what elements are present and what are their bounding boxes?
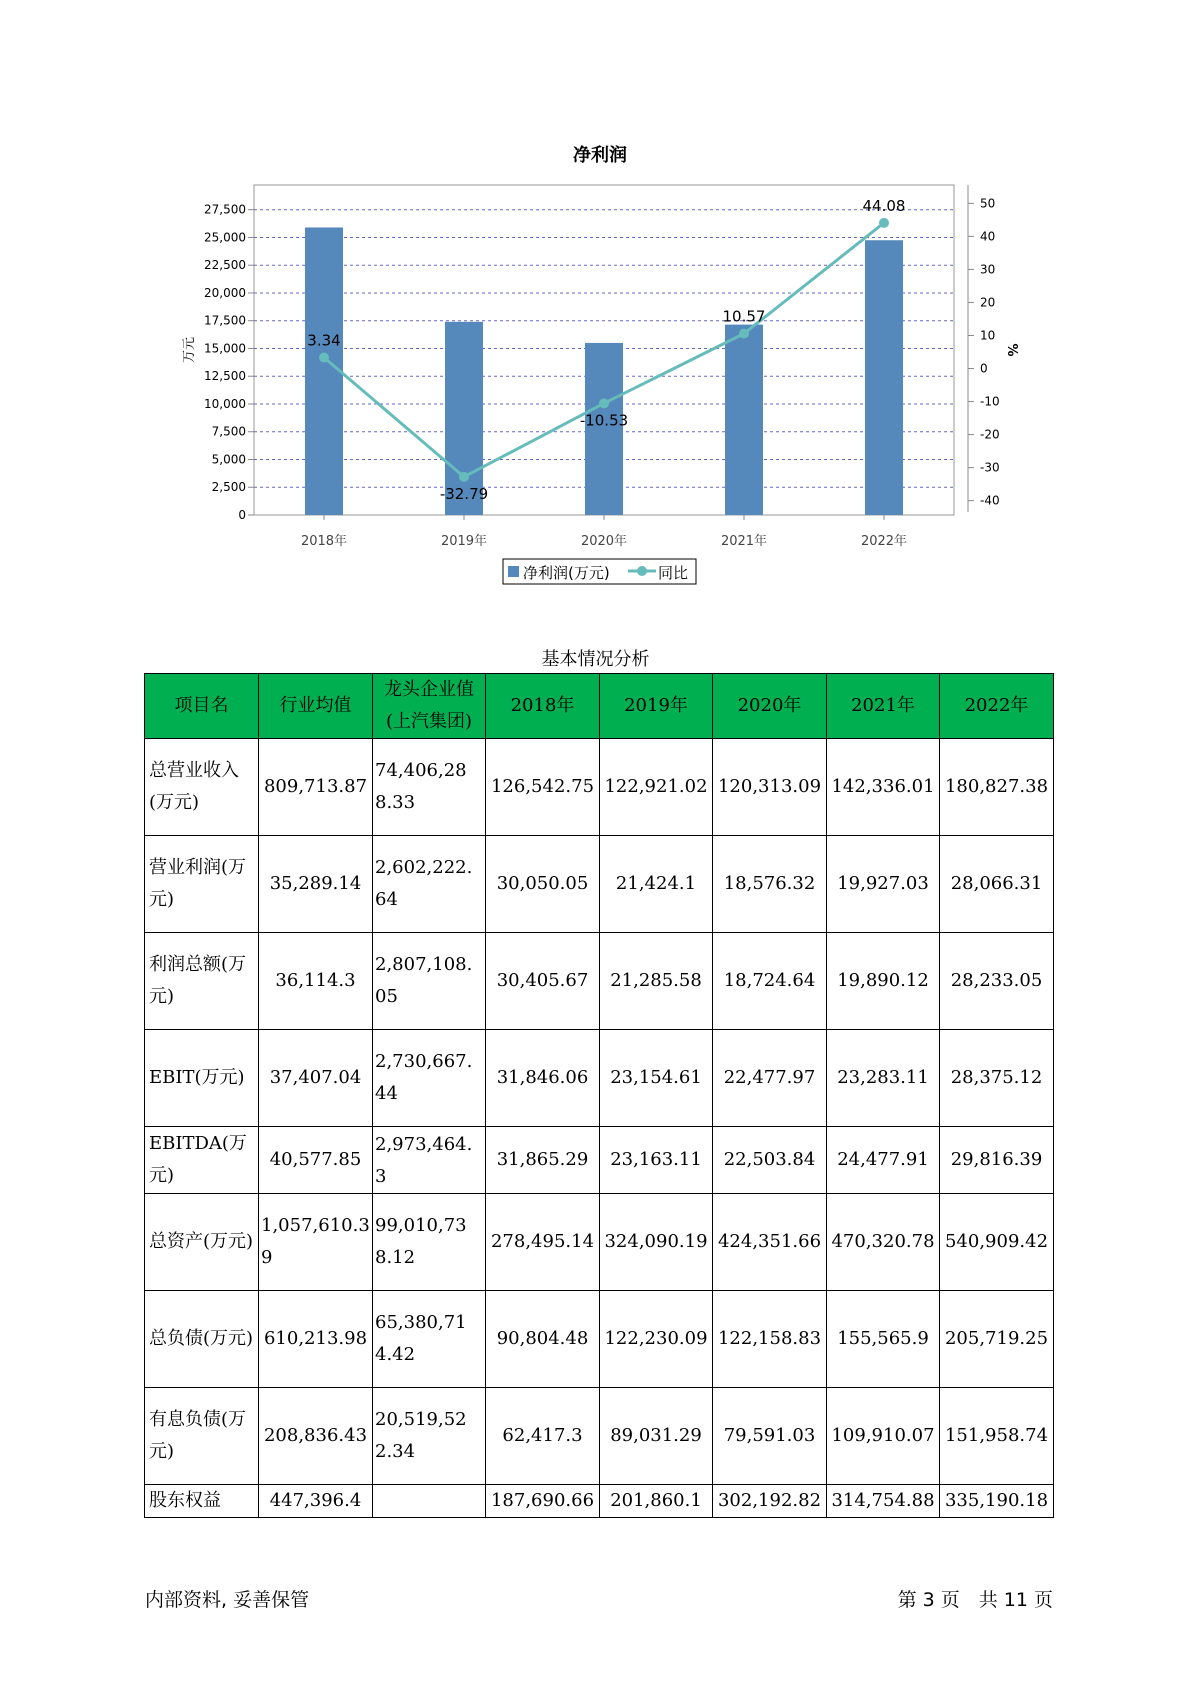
legend-line-marker (637, 566, 647, 576)
table-cell: 31,865.29 (486, 1127, 600, 1194)
table-cell: 90,804.48 (486, 1291, 600, 1388)
x-tick-label: 2022年 (860, 534, 908, 549)
table-cell: 208,836.43 (259, 1388, 373, 1485)
table-cell: 470,320.78 (827, 1194, 940, 1291)
data-label: 3.34 (307, 331, 341, 350)
x-tick-label: 2020年 (580, 534, 628, 549)
left-axis-label: 万元 (182, 336, 197, 364)
table-cell: 151,958.74 (940, 1388, 1054, 1485)
table-row (145, 739, 1054, 836)
y2-tick-label: 50 (980, 196, 996, 211)
table-row (145, 836, 1054, 933)
y2-tick-label: -30 (980, 460, 1000, 475)
table-cell: 2,973,464.3 (373, 1127, 486, 1194)
y-tick-label: 25,000 (204, 230, 246, 245)
table-cell: 122,158.83 (713, 1291, 827, 1388)
table-cell: 205,719.25 (940, 1291, 1054, 1388)
y-tick-label: 12,500 (204, 369, 246, 384)
table-cell: 29,816.39 (940, 1127, 1054, 1194)
footer-page-number: 第 3 页 共 11 页 (897, 1589, 1053, 1611)
y2-tick-label: -40 (980, 493, 1000, 508)
table-cell (373, 1485, 486, 1518)
table-cell: 79,591.03 (713, 1388, 827, 1485)
right-axis-label: % (1004, 343, 1019, 357)
table-cell: 155,565.9 (827, 1291, 940, 1388)
y-tick-label: 27,500 (204, 202, 246, 217)
table-row (145, 1291, 1054, 1388)
table-cell: 23,283.11 (827, 1030, 940, 1127)
footer-confidential-note: 内部资料, 妥善保管 (145, 1589, 310, 1611)
data-label: 44.08 (862, 196, 906, 215)
y2-tick-label: 40 (980, 229, 996, 244)
table-cell: 540,909.42 (940, 1194, 1054, 1291)
chart-title: 净利润 (573, 145, 627, 166)
header-cell: 2019年 (600, 674, 713, 739)
y2-tick-label: -10 (980, 394, 1000, 409)
line-point (599, 398, 609, 408)
y-tick-label: 7,500 (211, 424, 246, 439)
table-cell: 2,730,667.44 (373, 1030, 486, 1127)
table-row (145, 933, 1054, 1030)
y-tick-label: 15,000 (204, 341, 246, 356)
y2-tick-label: 10 (980, 328, 996, 343)
table-cell: 2,602,222.64 (373, 836, 486, 933)
y-tick-label: 0 (238, 508, 246, 522)
table-cell: 314,754.88 (827, 1485, 940, 1518)
header-cell: 2020年 (713, 674, 827, 739)
left-axis-ticks (204, 203, 254, 522)
line-point (459, 472, 469, 482)
line-point (879, 218, 889, 228)
table-cell: 99,010,738.12 (373, 1194, 486, 1291)
table-title: 基本情况分析 (541, 649, 650, 670)
x-tick-label: 2018年 (300, 534, 348, 549)
table-cell: 28,233.05 (940, 933, 1054, 1030)
header-cell: 2018年 (486, 674, 600, 739)
table-cell: 19,890.12 (827, 933, 940, 1030)
y-tick-label: 2,500 (211, 480, 246, 495)
line-point (319, 352, 329, 362)
table-cell: 89,031.29 (600, 1388, 713, 1485)
table-cell: 324,090.19 (600, 1194, 713, 1291)
table-cell: 23,154.61 (600, 1030, 713, 1127)
y-tick-label: 20,000 (204, 285, 246, 300)
table-cell: 74,406,288.33 (373, 739, 486, 836)
table-cell: 1,057,610.39 (259, 1194, 373, 1291)
table-cell: 36,114.3 (259, 933, 373, 1030)
table-cell: 20,519,522.34 (373, 1388, 486, 1485)
row-label: 股东权益 (145, 1485, 259, 1518)
table-cell: 278,495.14 (486, 1194, 600, 1291)
table-cell: 18,576.32 (713, 836, 827, 933)
table-cell: 40,577.85 (259, 1127, 373, 1194)
x-tick-label: 2019年 (440, 534, 488, 549)
table-cell: 23,163.11 (600, 1127, 713, 1194)
x-tick-label: 2021年 (720, 534, 768, 549)
table-cell: 19,927.03 (827, 836, 940, 933)
y-tick-label: 22,500 (204, 258, 246, 273)
table-cell: 126,542.75 (486, 739, 600, 836)
header-cell: 项目名 (145, 674, 259, 739)
y-tick-label: 5,000 (211, 452, 246, 467)
data-label: -32.79 (439, 484, 489, 503)
table-cell: 31,846.06 (486, 1030, 600, 1127)
row-label: 利润总额(万元) (145, 933, 259, 1030)
header-cell: 2022年 (940, 674, 1054, 739)
table-cell: 30,405.67 (486, 933, 600, 1030)
row-label: EBITDA(万元) (145, 1127, 259, 1194)
y2-tick-label: -20 (980, 427, 1000, 442)
row-label: 有息负债(万元) (145, 1388, 259, 1485)
table-cell: 809,713.87 (259, 739, 373, 836)
table-cell: 122,230.09 (600, 1291, 713, 1388)
table-cell: 201,860.1 (600, 1485, 713, 1518)
table-cell: 65,380,714.42 (373, 1291, 486, 1388)
right-axis-ticks (968, 196, 1000, 507)
table-cell: 120,313.09 (713, 739, 827, 836)
table-cell: 447,396.4 (259, 1485, 373, 1518)
table-cell: 610,213.98 (259, 1291, 373, 1388)
table-cell: 18,724.64 (713, 933, 827, 1030)
table-cell: 30,050.05 (486, 836, 600, 933)
table-cell: 28,066.31 (940, 836, 1054, 933)
table-row (145, 1194, 1054, 1291)
y2-tick-label: 30 (980, 262, 996, 277)
table-cell: 21,424.1 (600, 836, 713, 933)
table-cell: 37,407.04 (259, 1030, 373, 1127)
bar (725, 325, 763, 515)
table-cell: 335,190.18 (940, 1485, 1054, 1518)
table-cell: 142,336.01 (827, 739, 940, 836)
row-label: 营业利润(万元) (145, 836, 259, 933)
net-profit-chart (0, 0, 1191, 600)
y-tick-label: 10,000 (204, 396, 246, 411)
basic-analysis-table (144, 673, 1054, 1518)
table-cell: 122,921.02 (600, 739, 713, 836)
header-cell: 行业均值 (259, 674, 373, 739)
table-cell: 424,351.66 (713, 1194, 827, 1291)
table-row (145, 1388, 1054, 1485)
bar (305, 227, 343, 515)
table-cell: 22,503.84 (713, 1127, 827, 1194)
bar (865, 240, 903, 515)
table-cell: 62,417.3 (486, 1388, 600, 1485)
table-cell: 2,807,108.05 (373, 933, 486, 1030)
row-label: 总负债(万元) (145, 1291, 259, 1388)
legend-line-label: 同比 (658, 564, 689, 582)
table-cell: 35,289.14 (259, 836, 373, 933)
row-label: 总营业收入(万元) (145, 739, 259, 836)
header-cell: 龙头企业值(上汽集团) (373, 674, 486, 739)
y2-tick-label: 0 (980, 361, 988, 376)
y2-tick-label: 20 (980, 295, 996, 310)
table-cell: 24,477.91 (827, 1127, 940, 1194)
row-label: EBIT(万元) (145, 1030, 259, 1127)
table-header-row (145, 674, 1054, 739)
legend-bar-label: 净利润(万元) (523, 564, 610, 582)
header-cell: 2021年 (827, 674, 940, 739)
line-point (739, 329, 749, 339)
table-cell: 187,690.66 (486, 1485, 600, 1518)
legend-bar-swatch (508, 566, 519, 577)
table-row (145, 1485, 1054, 1518)
table-cell: 22,477.97 (713, 1030, 827, 1127)
table-cell: 180,827.38 (940, 739, 1054, 836)
row-label: 总资产(万元) (145, 1194, 259, 1291)
legend (503, 559, 696, 584)
data-label: 10.57 (722, 307, 766, 326)
table-row (145, 1127, 1054, 1194)
table-cell: 302,192.82 (713, 1485, 827, 1518)
table-row (145, 1030, 1054, 1127)
table-cell: 21,285.58 (600, 933, 713, 1030)
x-axis-ticks (301, 515, 907, 549)
table-cell: 28,375.12 (940, 1030, 1054, 1127)
table-cell: 109,910.07 (827, 1388, 940, 1485)
data-label: -10.53 (579, 411, 629, 430)
y-tick-label: 17,500 (204, 313, 246, 328)
